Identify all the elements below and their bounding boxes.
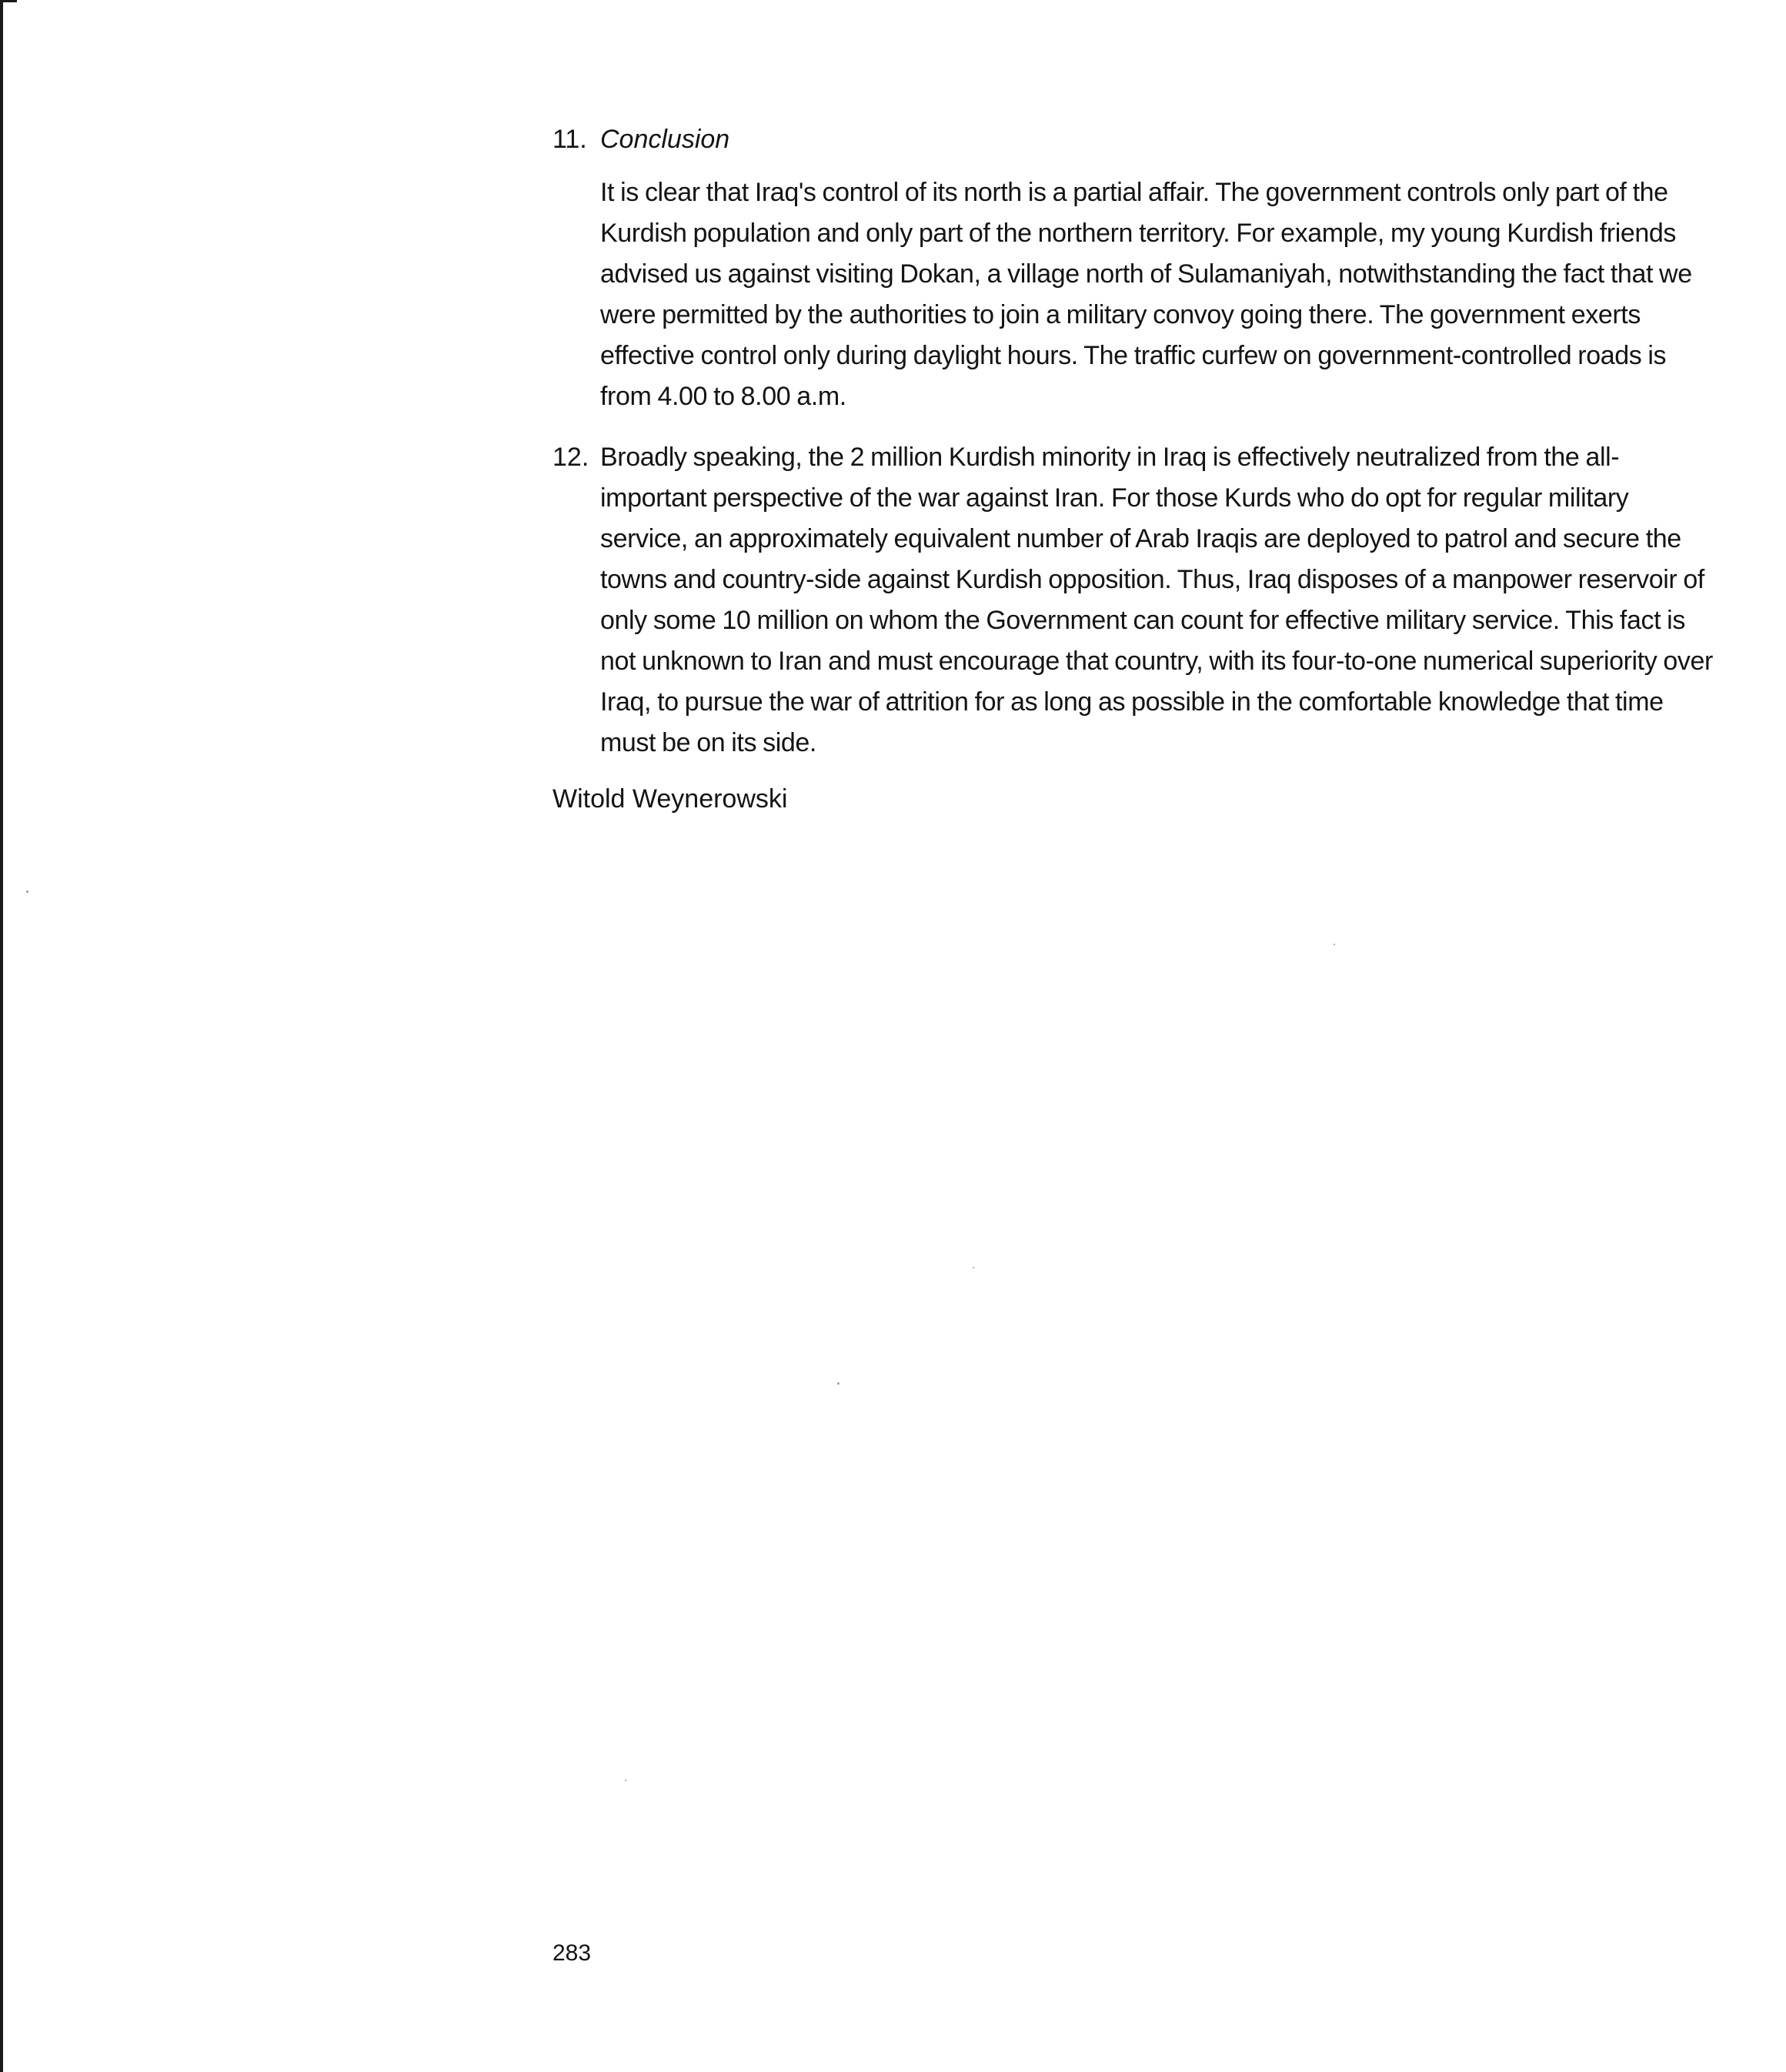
section-12 (552, 437, 1714, 764)
section-heading: Conclusion (600, 125, 730, 154)
section-number: 11. (552, 125, 587, 154)
scan-speck (26, 891, 28, 893)
section-number: 12. (552, 443, 589, 472)
page-number: 283 (552, 1940, 592, 1966)
document-body (552, 119, 1714, 820)
scan-speck (837, 1382, 840, 1385)
section-paragraph: Broadly speaking, the 2 million Kurdish minority in Iraq is effectively neutralized from the all-important perspective of the war against Iran. For those Kurds who do opt for regular military service, an approximately equivalent number of Arab Iraqis are deployed to patrol and secure the towns and country-side against Kurdish opposition. Thus, Iraq disposes of a manpower reservoir of only some 10 million on whom the Government can count for effective military service. This fact is not unknown to Iran and must encourage that country, with its four-to-one numerical superiority over Iraq, to pursue the war of attrition for as long as possible in the comfortable knowledge that time must be on its side. (600, 443, 1713, 757)
scan-speck (625, 1780, 626, 1781)
section-11 (552, 119, 1714, 417)
author-signature: Witold Weynerowski (552, 784, 788, 814)
section-paragraph: It is clear that Iraq's control of its north is a partial affair. The government controls only part of the Kurdish population and only part of the northern territory. For example, my young Kurdish friends advised us against visiting Dokan, a village north of Sulamaniyah, notwithstanding the fact that we were permitted by the authorities to join a military convoy going there. The government exerts effective control only during daylight hours. The traffic curfew on government-controlled roads is from 4.00 to 8.00 a.m. (600, 178, 1692, 411)
scan-speck (973, 1267, 974, 1268)
scan-speck (1334, 944, 1335, 945)
page-binding-edge-cap (0, 0, 17, 2)
page-binding-edge (0, 0, 3, 2072)
